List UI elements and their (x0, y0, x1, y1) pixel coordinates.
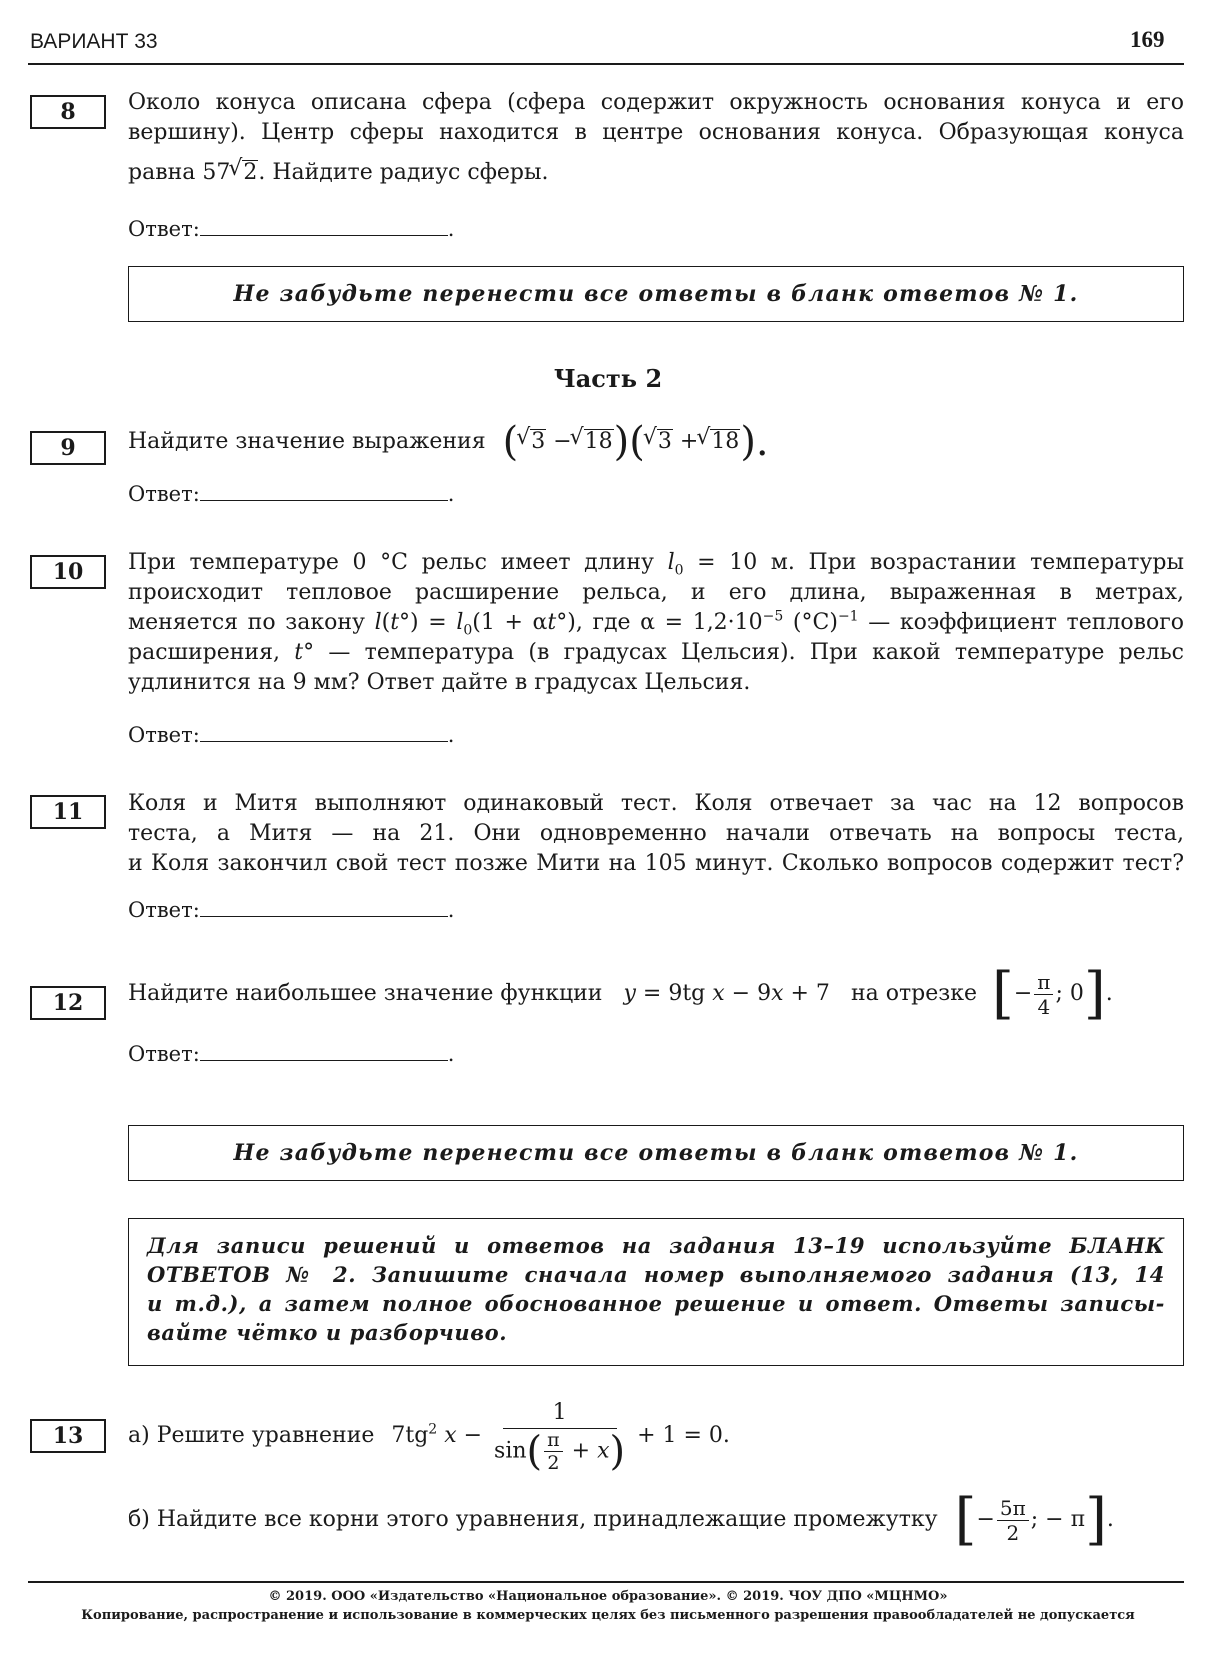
task-10-answer (128, 723, 454, 747)
text: + 7 (783, 981, 830, 1006)
answer-dot: . (447, 1042, 455, 1066)
header-divider (28, 63, 1184, 65)
task-13-b-line (128, 1487, 1114, 1552)
task-8-generatrix-text: равна 57 (128, 160, 231, 185)
var-t: t (547, 610, 557, 635)
minus-sign: − (976, 1507, 995, 1532)
reminder-text: Не забудьте перенести все ответы в бланк ответов № 1. (233, 281, 1079, 307)
sin-label: sin (494, 1438, 527, 1464)
task-13-interval (954, 1487, 1114, 1552)
numerator: 5π (997, 1496, 1029, 1521)
task-13-number-box (30, 1419, 106, 1453)
answer-line[interactable] (200, 898, 448, 917)
text: − 9 (724, 981, 772, 1006)
radicand: 18 (711, 429, 740, 454)
task-10-text (128, 548, 1184, 698)
task-12-interval (992, 961, 1113, 1026)
exp: −1 (837, 608, 859, 625)
task-11-line-2: теста, а Митя — на 21. Они одновременно начали отвечать на вопросы теста, (128, 821, 1184, 846)
text: При температуре 0 °C рельс имеет длину (128, 550, 668, 575)
sqrt-3 (657, 429, 673, 454)
radicand: 3 (657, 429, 672, 454)
fraction-pi-4 (1034, 970, 1053, 1019)
exp: −5 (762, 608, 784, 625)
instructions-box (128, 1218, 1184, 1366)
var-t: t (294, 640, 304, 665)
answer-label: Ответ: (128, 482, 200, 506)
text: ( (381, 610, 391, 635)
reminder-box-1 (128, 266, 1184, 322)
fraction-5pi-2 (997, 1496, 1029, 1545)
text: = 9tg (635, 981, 713, 1006)
answer-label: Ответ: (128, 898, 200, 922)
task-10-line-3 (128, 608, 1184, 638)
text: + 1 = 0. (630, 1423, 730, 1448)
text: 7tg (391, 1423, 429, 1448)
task-10-line-1 (128, 548, 1184, 578)
plus-sign: + (679, 429, 699, 454)
denominator: 2 (1006, 1520, 1020, 1545)
denominator (491, 1429, 628, 1474)
task-8-text (128, 88, 1184, 148)
task-10-number-box (30, 555, 106, 589)
answer-label: Ответ: (128, 723, 200, 747)
sqrt-2 (242, 160, 258, 185)
text: расширения, (128, 640, 295, 665)
text: (1 + α (472, 610, 548, 635)
fraction-1-over-sin (491, 1398, 628, 1474)
footer-notice: Копирование, распространение и использование в коммерческих целях без письменного разрешения правообладателей не допускается (81, 1608, 1135, 1623)
minus-sign: − (553, 429, 572, 454)
fraction-pi-2 (544, 1429, 563, 1474)
reminder-box-2 (128, 1125, 1184, 1181)
answer-line[interactable] (200, 482, 448, 501)
instructions-line-2: ОТВЕТОВ № 2. Запишите сначала номер выполняемого задания (13, 14 (147, 1262, 1165, 1287)
task-12-number: 12 (52, 990, 84, 1016)
sub-0: 0 (674, 562, 684, 579)
task-12-line (128, 961, 1113, 1026)
task-11-line-3: и Коля закончил свой тест позже Мити на 105 минут. Сколько вопросов содержит тест? (128, 851, 1184, 876)
right-bracket: ] (1083, 961, 1106, 1026)
radicand: 2 (243, 160, 258, 185)
task-11-answer (128, 898, 454, 922)
text: . (1105, 981, 1113, 1006)
left-bracket: [ (992, 961, 1014, 1026)
task-11-text (128, 789, 1184, 879)
sqrt-18 (584, 429, 614, 454)
task-9-number-box (30, 431, 106, 465)
text: ° — температура (в градусах Цельсия). При какой температуре рельс (303, 640, 1184, 665)
task-8-line-1: Около конуса описана сфера (сфера содержит окружность основания конуса и его (128, 90, 1184, 115)
minus-sign: − (1013, 981, 1033, 1006)
reminder-text: Не забудьте перенести все ответы в бланк ответов № 1. (233, 1140, 1079, 1166)
task-9-line (128, 419, 769, 465)
task-12-number-box (30, 986, 106, 1020)
text: °) = (399, 610, 457, 635)
answer-dot: . (447, 723, 455, 747)
answer-dot: . (447, 482, 455, 506)
answer-label: Ответ: (128, 217, 200, 241)
footer-copyright: © 2019. ООО «Издательство «Национальное образование». © 2019. ЧОУ ДПО «МЦНМО» (268, 1589, 948, 1604)
right-bracket: ] (1085, 1487, 1107, 1552)
paren: )( (613, 419, 645, 465)
var-x: x (712, 981, 725, 1006)
task-13-equation (391, 1400, 730, 1475)
task-8-question: . Найдите радиус сферы. (258, 160, 549, 185)
denominator: 2 (547, 1452, 560, 1474)
var-l: l (456, 610, 464, 635)
instructions-line-4: вайте чётко и разборчиво. (147, 1320, 508, 1345)
task-11-number-box (30, 795, 106, 829)
answer-line[interactable] (200, 723, 448, 742)
answer-dot: . (447, 898, 455, 922)
var-t: t (390, 610, 400, 635)
text: ; − π (1030, 1507, 1086, 1532)
text: . (1106, 1507, 1114, 1532)
var-l: l (667, 550, 675, 575)
task-10-line-5: удлинится на 9 мм? Ответ дайте в градусах Цельсия. (128, 670, 751, 695)
task-9-number: 9 (60, 435, 76, 461)
paren: ). (740, 419, 769, 465)
exp: 2 (428, 1421, 438, 1438)
sqrt-18 (710, 429, 740, 454)
var-x: x (771, 981, 784, 1006)
radicand: 3 (531, 429, 546, 454)
text: — коэффициент теплового (858, 610, 1185, 635)
task-13-a-text: а) Решите уравнение (128, 1423, 375, 1448)
sqrt-3 (530, 429, 546, 454)
text: = 10 м. При возрастании температуры (683, 550, 1184, 575)
text: (°C) (783, 610, 838, 635)
numerator: π (1034, 970, 1053, 995)
task-13-number: 13 (52, 1423, 84, 1449)
answer-label: Ответ: (128, 1042, 200, 1066)
task-8-number: 8 (60, 99, 76, 125)
var-x: x (437, 1423, 457, 1448)
text: меняется по закону (128, 610, 375, 635)
numerator: 1 (503, 1398, 617, 1429)
var-l: l (374, 610, 382, 635)
numerator: π (544, 1429, 563, 1452)
part-2-title: Часть 2 (553, 364, 663, 393)
left-bracket: [ (954, 1487, 977, 1552)
answer-dot: . (447, 217, 455, 241)
denominator: 4 (1037, 994, 1051, 1019)
paren: ) (609, 1428, 626, 1475)
text: ; 0 (1055, 981, 1084, 1006)
instructions-line-1: Для записи решений и ответов на задания 13–19 используйте БЛАНК (147, 1233, 1165, 1258)
task-12-function (623, 981, 829, 1006)
task-12-text: Найдите наибольшее значение функции (128, 981, 603, 1006)
segment-text: на отрезке (850, 981, 977, 1006)
answer-line[interactable] (200, 1042, 448, 1061)
task-13-b-text: б) Найдите все корни этого уравнения, принадлежащие промежутку (128, 1507, 938, 1532)
sub-0: 0 (463, 622, 473, 639)
page-number: 169 (1130, 27, 1165, 52)
footer-divider (28, 1581, 1184, 1583)
variant-title: ВАРИАНТ 33 (30, 30, 158, 53)
var-y: y (623, 981, 636, 1006)
task-8-line-2: вершину). Центр сферы находится в центре основания конуса. Образующая конуса (128, 120, 1184, 145)
answer-line[interactable] (200, 217, 448, 236)
task-12-answer (128, 1042, 454, 1066)
task-9-text: Найдите значение выражения (128, 429, 486, 454)
text: + x (564, 1438, 610, 1464)
radicand: 18 (584, 429, 613, 454)
task-9-expression (502, 419, 769, 465)
paren: ( (502, 419, 519, 465)
task-11-line-1: Коля и Митя выполняют одинаковый тест. Коля отвечает за час на 12 вопросов (128, 791, 1184, 816)
task-13-a-line (128, 1398, 730, 1474)
minus-sign: − (456, 1423, 490, 1448)
task-10-number: 10 (52, 559, 84, 585)
task-8-answer (128, 217, 454, 241)
task-8-line-3 (128, 160, 549, 185)
task-10-line-2: происходит тепловое расширение рельса, и его длина, выраженная в метрах, (128, 580, 1184, 605)
task-9-answer (128, 482, 454, 506)
paren: ( (526, 1428, 543, 1475)
task-11-number: 11 (52, 799, 84, 825)
text: °), где α = 1,2·10 (556, 610, 763, 635)
instructions-line-3: и т.д.), а затем полное обоснованное решение и ответ. Ответы записы- (147, 1291, 1165, 1316)
task-8-number-box (30, 95, 106, 129)
task-10-line-4 (128, 638, 1184, 668)
